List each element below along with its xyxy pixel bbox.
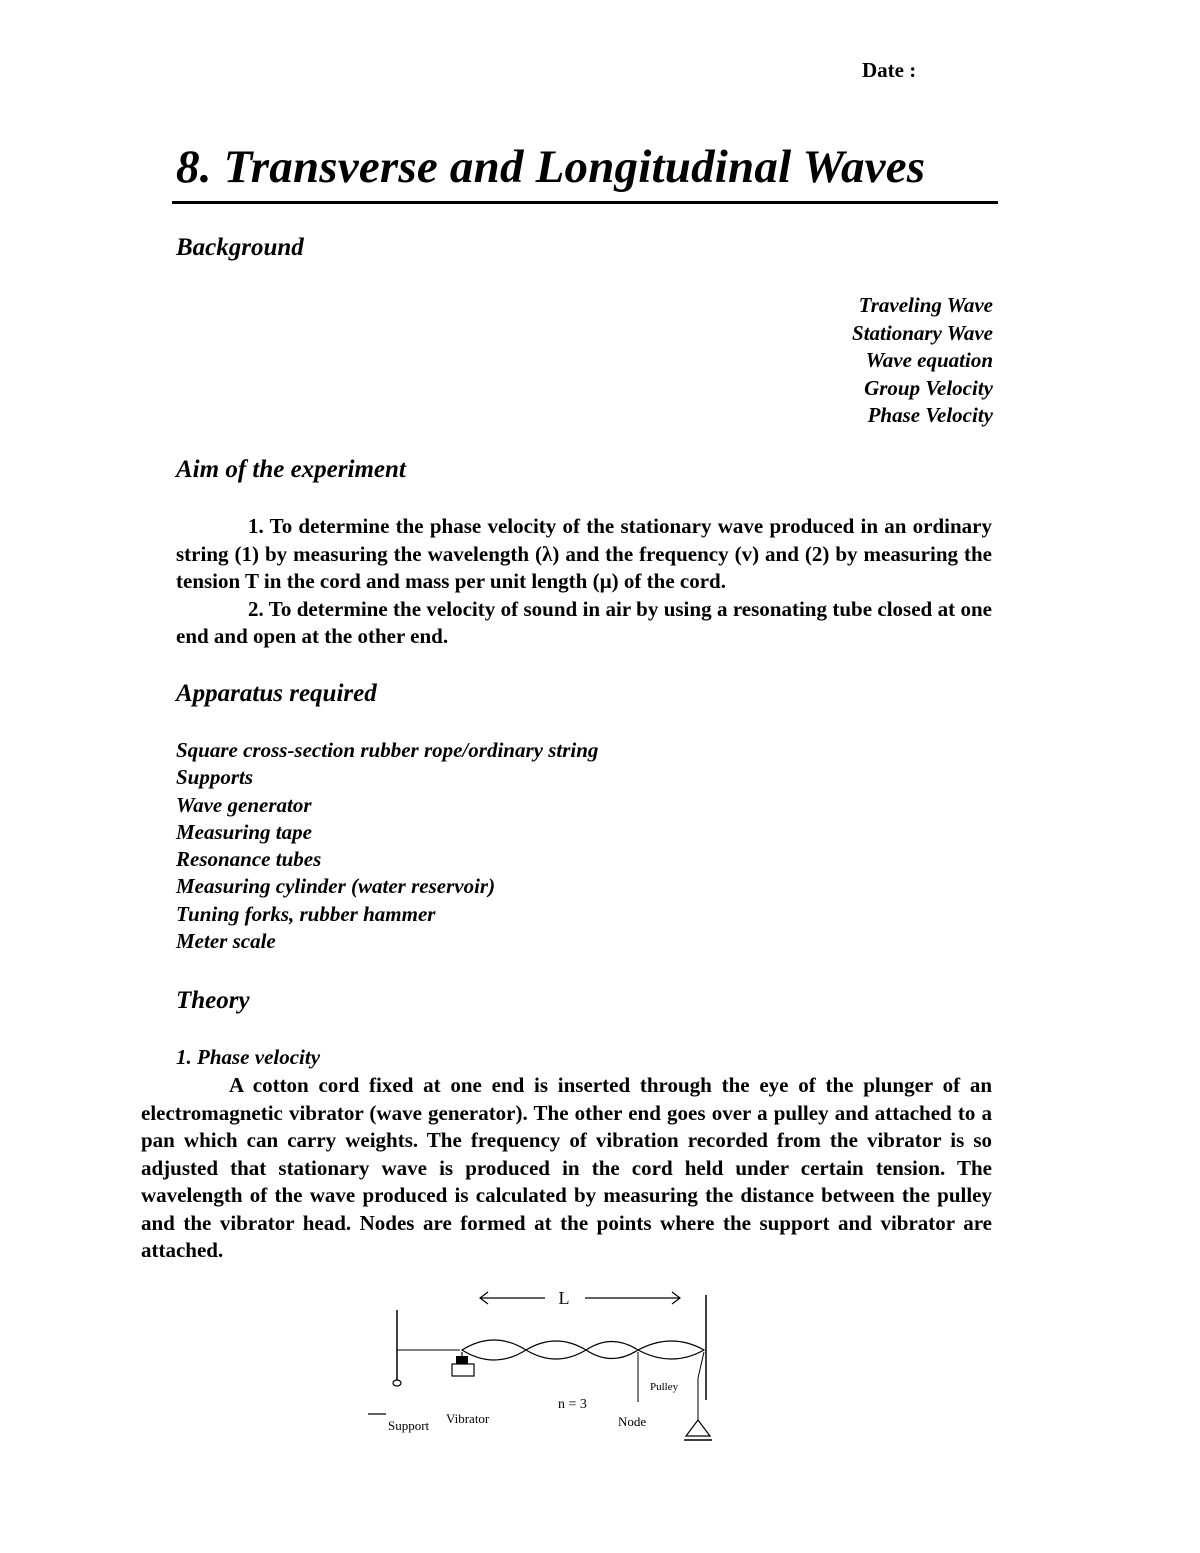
vibrator-label: Vibrator (446, 1411, 490, 1426)
topic-item: Phase Velocity (867, 403, 993, 427)
topic-item: Wave equation (865, 348, 993, 372)
apparatus-list (176, 737, 598, 955)
standing-wave-diagram (360, 1280, 720, 1450)
length-label: L (558, 1288, 570, 1308)
theory-heading: Theory (176, 987, 250, 1014)
aim-heading: Aim of the experiment (176, 456, 406, 483)
pulley-label: Pulley (650, 1381, 679, 1393)
topic-item: Traveling Wave (858, 293, 993, 317)
apparatus-item: Wave generator (176, 792, 312, 817)
node-label: Node (618, 1414, 647, 1429)
phase-velocity-subheading: 1. Phase velocity (176, 1045, 321, 1069)
apparatus-item: Tuning forks, rubber hammer (176, 901, 436, 926)
topic-item: Stationary Wave (852, 320, 993, 345)
aim-item: 2. To determine the velocity of sound in air by using a resonating tube closed at one end and open at the other end. (176, 596, 992, 648)
apparatus-item: Measuring tape (176, 819, 312, 844)
loops-label: n = 3 (558, 1397, 587, 1412)
title-underline (172, 201, 998, 204)
apparatus-item: Square cross-section rubber rope/ordinary string (176, 738, 599, 762)
apparatus-item: Supports (176, 765, 254, 790)
aim-body (176, 513, 992, 651)
theory-paragraph: A cotton cord fixed at one end is inserted through the eye of the plunger of an electromagnetic vibrator (wave generator). The other end goes over a pulley and attached to a pan which can carry weights. The frequency of vibration recorded from the vibrator is so adjusted that stationary wave is produced in the cord held under certain tension. The wavelength of the wave produced is calculated by measuring the distance between the pulley and the vibrator head. Nodes are formed at the points where the support and vibrator are attached. (141, 1073, 992, 1262)
apparatus-item: Meter scale (176, 929, 276, 954)
aim-item: 1. To determine the phase velocity of the stationary wave produced in an ordinary string (1) by measuring the wavelength (λ) and the frequency (v) and (2) by measuring the tension T in the cord and mass per unit length (µ) of the cord. (176, 514, 992, 593)
theory-body (141, 1072, 992, 1265)
page-title: 8. Transverse and Longitudinal Waves (176, 141, 926, 193)
date-label: Date : (862, 58, 917, 82)
topic-item: Group Velocity (864, 375, 993, 400)
apparatus-heading: Apparatus required (176, 680, 377, 707)
apparatus-item: Resonance tubes (176, 847, 322, 872)
apparatus-item: Measuring cylinder (water reservoir) (176, 874, 496, 899)
support-label: Support (388, 1418, 430, 1433)
background-topics (852, 292, 993, 430)
background-heading: Background (176, 234, 304, 261)
